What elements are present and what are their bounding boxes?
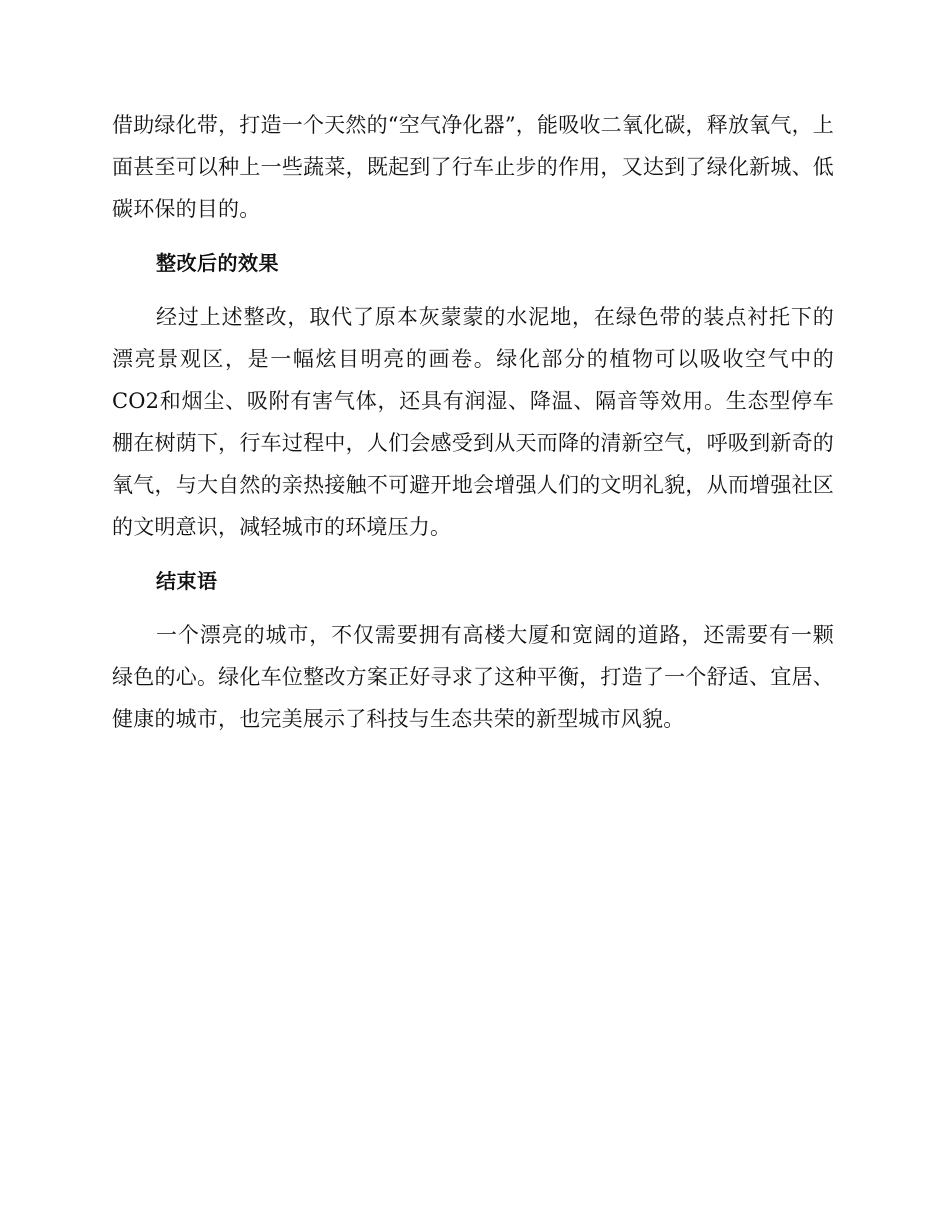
section-heading-conclusion: 结束语 — [156, 569, 218, 593]
paragraph-green-belt: 借助绿化带，打造一个天然的“空气净化器”，能吸收二氧化碳，释放氧气，上面甚至可以种上一些蔬菜，既起到了行车止步的作用，又达到了绿化新城、低碳环保的目的。 — [112, 113, 834, 221]
paragraph-effect: 经过上述整改，取代了原本灰蒙蒙的水泥地，在绿色带的装点衬托下的漂亮景观区，是一幅炫目明亮的画卷。绿化部分的植物可以吸收空气中的CO2和烟尘、吸附有害气体，还具有润湿、降温、隔音等效用。生态型停车棚在树荫下，行车过程中，人们会感受到从天而降的清新空气，呼吸到新奇的氧气，与大自然的亲热接触不可避开地会增强人们的文明礼貌，从而增强社区的文明意识，减轻城市的环境压力。 — [112, 305, 834, 539]
document-body — [112, 104, 834, 752]
paragraph-conclusion: 一个漂亮的城市，不仅需要拥有高楼大厦和宽阔的道路，还需要有一颗绿色的心。绿化车位整改方案正好寻求了这种平衡，打造了一个舒适、宜居、健康的城市，也完美展示了科技与生态共荣的新型城市风貌。 — [112, 623, 834, 731]
section-heading-effect: 整改后的效果 — [156, 251, 279, 275]
